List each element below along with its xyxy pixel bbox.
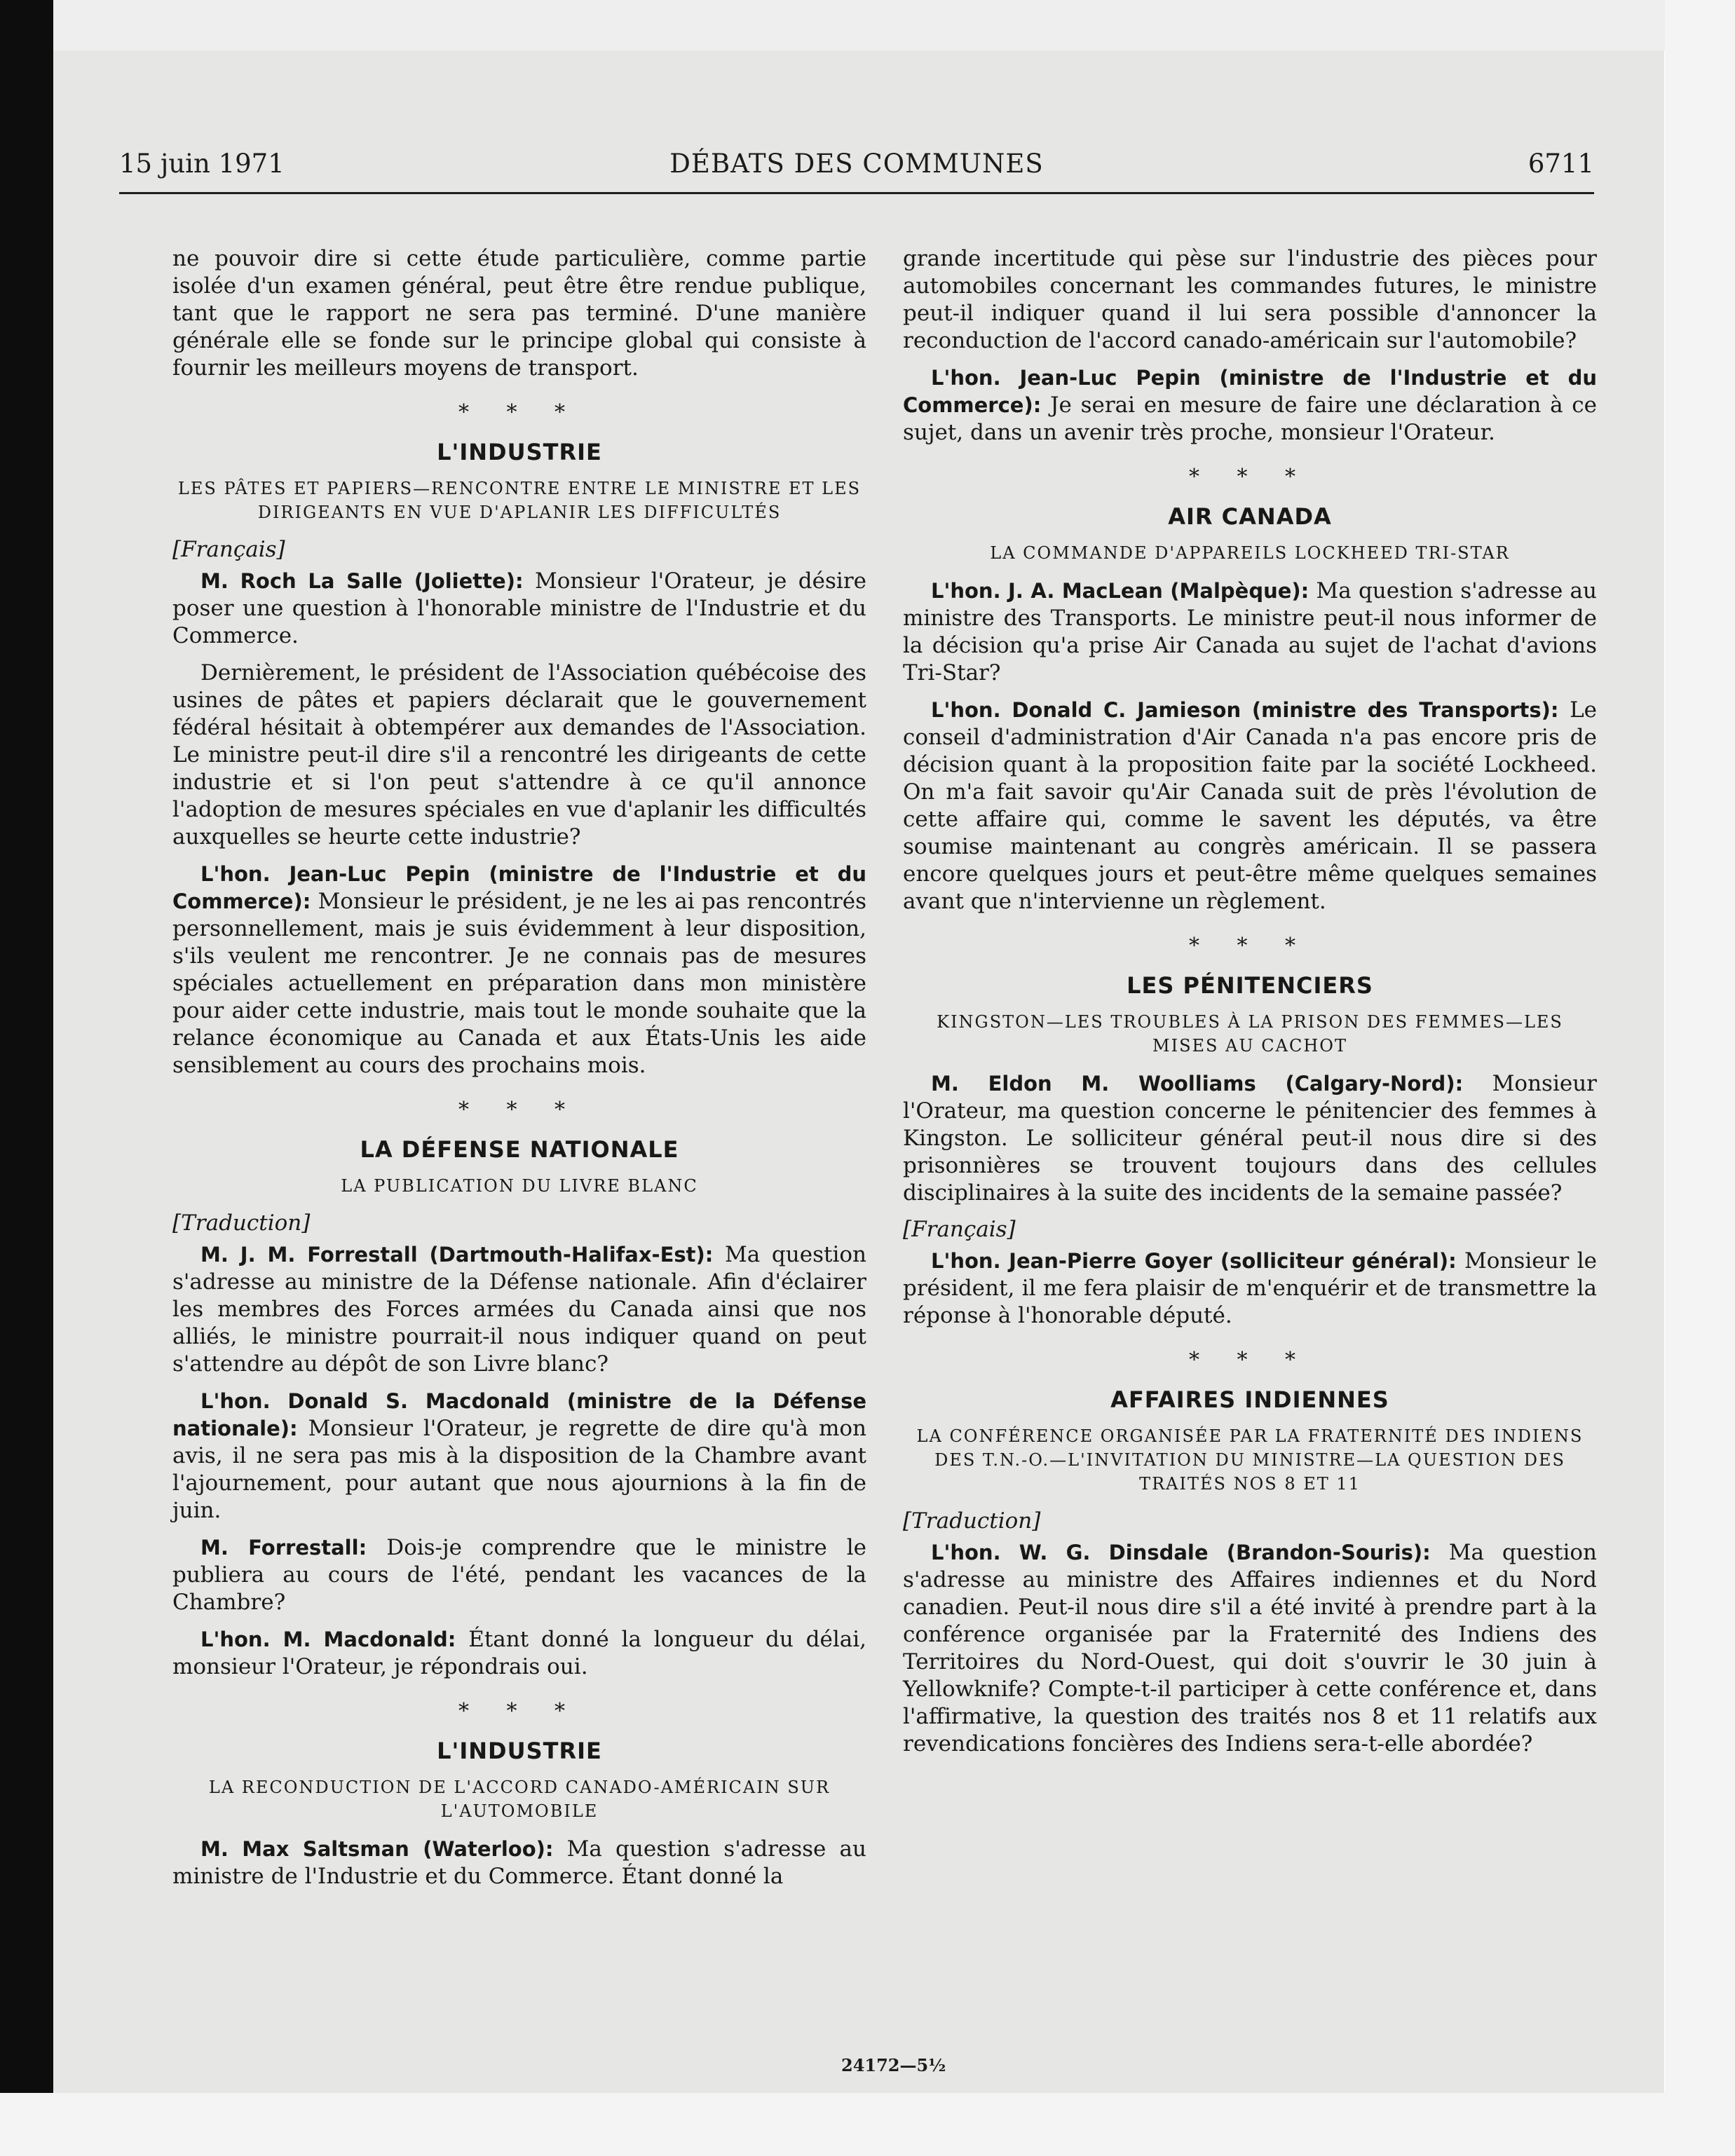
speech-text: Monsieur l'Orateur, ma question concerne le pénitencier des femmes à Kingston. Le solliciteur général peut-il nous dire si des prisonnières se trouvent toujours dans des cellules disciplinaires à la suite des incidents de la semaine passée? (903, 1071, 1597, 1206)
speech-macdonald (172, 1388, 866, 1524)
section-heading-industrie-2: L'INDUSTRIE (437, 1738, 602, 1764)
speech-text: Monsieur le président, il me fera plaisir de m'enquérir et de transmettre la réponse à l'honorable député. (903, 1248, 1597, 1328)
speaker-name: M. Max Saltsman (Waterloo): (200, 1837, 554, 1861)
section-separator: * * * (458, 1098, 581, 1122)
section-separator: * * * (1188, 465, 1312, 489)
speaker-name: M. Forrestall: (200, 1536, 367, 1560)
section-heading-defense: LA DÉFENSE NATIONALE (360, 1136, 679, 1163)
speech-text: Étant donné la longueur du délai, monsieur l'Orateur, je répondrais oui. (172, 1627, 867, 1679)
left-column (172, 245, 866, 1900)
language-marker: [Français] (903, 1217, 1016, 1242)
speech-text: Je serai en mesure de faire une déclaration à ce sujet, dans un avenir très proche, monsieur l'Orateur. (903, 393, 1597, 445)
section-separator: * * * (1188, 1348, 1312, 1372)
footer-print-code: 24172—5½ (841, 2055, 946, 2075)
scan-border-bottom (0, 2093, 1735, 2156)
paragraph-continued: grande incertitude qui pèse sur l'industrie des pièces pour automobiles concernant les commandes futures, le ministre peut-il indiquer quand il lui sera possible d'annoncer la reconduction de l'accord canado-américain sur l'automobile? (903, 246, 1597, 353)
header-title: DÉBATS DES COMMUNES (669, 149, 1044, 179)
speech-text: Dois-je comprendre que le ministre le publiera au cours de l'été, pendant les vacances de la Chambre? (172, 1535, 866, 1615)
speaker-name: L'hon. M. Macdonald: (200, 1628, 456, 1651)
speech-text: Monsieur l'Orateur, je regrette de dire qu'à mon avis, il ne sera pas mis à la disposition de la Chambre avant l'ajournement, pour autant que nous ajournions à la fin de juin. (172, 1416, 866, 1523)
speaker-name: M. Roch La Salle (Joliette): (200, 569, 524, 593)
speech-forrestall-2 (172, 1534, 866, 1616)
speech-text: Ma question s'adresse au ministre de la Défense nationale. Afin d'éclairer les membres des Forces armées du Canada ainsi que nos alliés, le ministre pourrait-il nous indiquer quand on peut s'attendre au dépôt de son Livre blanc? (172, 1242, 866, 1377)
speech-text: Monsieur le président, je ne les ai pas rencontrés personnellement, mais je suis évidemment à leur disposition, s'ils veulent me rencontrer. Je ne connais pas de mesures spéciales actuellement en préparation dans mon ministère pour aider cette industrie, mais tout le monde souhaite que la relance économique au Canada et aux États-Unis les aide sensiblement au cours des prochains mois. (172, 889, 866, 1078)
speech-saltsman (172, 1836, 866, 1890)
speech-text: Ma question s'adresse au ministre de l'Industrie et du Commerce. Étant donné la (172, 1836, 867, 1889)
header-page-number: 6711 (1528, 149, 1594, 179)
section-heading-affaires-indiennes: AFFAIRES INDIENNES (1110, 1386, 1389, 1413)
speaker-name: L'hon. Donald S. Macdonald (ministre de la Défense nationale): (172, 1389, 866, 1440)
speech-text: Monsieur l'Orateur, je désire poser une question à l'honorable ministre de l'Industrie et du Commerce. (172, 568, 866, 648)
speech-macdonald-2 (172, 1626, 866, 1681)
speaker-name: M. Eldon M. Woolliams (Calgary-Nord): (931, 1072, 1464, 1096)
scan-border-top (0, 0, 1735, 50)
section-subheading-tri-star: LA COMMANDE D'APPAREILS LOCKHEED TRI-STAR (990, 543, 1510, 563)
speech-pepin-2 (903, 364, 1597, 446)
paragraph-intro: ne pouvoir dire si cette étude particulière, comme partie isolée d'un examen général, peut être être rendue publique, tant que le rapport ne sera pas terminé. D'une manière générale elle se fonde sur le principe global qui consiste à fournir les meilleurs moyens de transport. (172, 246, 866, 381)
section-subheading-kingston: KINGSTON—LES TROUBLES À LA PRISON DES FEMMES—LES MISES AU CACHOT (937, 1012, 1563, 1056)
speech-text: Ma question s'adresse au ministre des Affaires indiennes et du Nord canadien. Peut-il nous dire s'il a été invité à prendre part à la conférence organisée par la Fraternité des Indiens des Territoires du Nord-Ouest, qui doit s'ouvrir le 30 juin à Yellowknife? Compte-t-il participer à cette conférence et, dans l'affirmative, la question des traités nos 8 et 11 relatifs aux revendications foncières des Indiens sera-t-elle abordée? (903, 1540, 1597, 1756)
speech-maclean (903, 578, 1597, 687)
page-header (119, 149, 1594, 194)
section-separator: * * * (458, 1699, 581, 1724)
scan-border-left (0, 0, 53, 2156)
right-column (903, 245, 1597, 1768)
language-marker: [Traduction] (172, 1210, 311, 1236)
section-subheading-pates-papiers: LES PÂTES ET PAPIERS—RENCONTRE ENTRE LE MINISTRE ET LES DIRIGEANTS EN VUE D'APLANIR LES DIFFICULTÉS (177, 479, 862, 522)
speaker-name: L'hon. Donald C. Jamieson (ministre des Transports): (931, 698, 1559, 722)
section-subheading-accord-automobile: LA RECONDUCTION DE L'ACCORD CANADO-AMÉRICAIN SUR L'AUTOMOBILE (208, 1778, 831, 1821)
speaker-name: M. J. M. Forrestall (Dartmouth-Halifax-Est): (200, 1243, 714, 1267)
language-marker: [Traduction] (903, 1508, 1041, 1534)
speech-forrestall (172, 1241, 866, 1378)
speaker-name: L'hon. Jean-Luc Pepin (ministre de l'Industrie et du Commerce): (172, 862, 866, 913)
speech-goyer (903, 1248, 1597, 1330)
speech-dinsdale (903, 1539, 1597, 1758)
speaker-name: L'hon. Jean-Luc Pepin (ministre de l'Industrie et du Commerce): (903, 366, 1597, 417)
speaker-name: L'hon. J. A. MacLean (Malpèque): (931, 579, 1309, 603)
speech-jamieson (903, 697, 1597, 915)
section-separator: * * * (1188, 934, 1312, 958)
section-subheading-conference: LA CONFÉRENCE ORGANISÉE PAR LA FRATERNITÉ DES INDIENS DES T.N.-O.—L'INVITATION DU MINISTRE—LA QUESTION DES TRAITÉS NOS 8 ET 11 (916, 1426, 1584, 1494)
section-heading-penitenciers: LES PÉNITENCIERS (1127, 972, 1373, 999)
section-separator: * * * (458, 400, 581, 425)
speech-woolliams (903, 1070, 1597, 1207)
speech-lasalle-continued: Dernièrement, le président de l'Association québécoise des usines de pâtes et papiers déclarait que le gouvernement fédéral hésitait à obtempérer aux demandes de l'Association. Le ministre peut-il dire s'il a rencontré les dirigeants de cette industrie et si l'on peut s'attendre à ce qu'il annonce l'adoption de mesures spéciales en vue d'aplanir les difficultés auxquelles se heurte cette industrie? (172, 660, 866, 850)
speech-text: Le conseil d'administration d'Air Canada n'a pas encore pris de décision quant à la proposition faite par la société Lockheed. On m'a fait savoir qu'Air Canada suit de près l'évolution de cette affaire qui, comme le savent les députés, va être soumise maintenant au congrès américain. Il se passera encore quelques jours et peut-être même quelques semaines avant que n'intervienne un règlement. (903, 697, 1597, 914)
speaker-name: L'hon. W. G. Dinsdale (Brandon-Souris): (931, 1541, 1431, 1564)
speech-lasalle (172, 568, 866, 650)
scan-border-right (1665, 0, 1735, 2156)
header-date: 15 juin 1971 (119, 149, 285, 179)
section-subheading-livre-blanc: LA PUBLICATION DU LIVRE BLANC (341, 1176, 698, 1196)
language-marker: [Français] (172, 537, 285, 562)
section-heading-air-canada: AIR CANADA (1168, 503, 1332, 530)
speech-text: Ma question s'adresse au ministre des Transports. Le ministre peut-il nous informer de la décision qu'a prise Air Canada au sujet de l'achat d'avions Tri-Star? (903, 578, 1597, 685)
speaker-name: L'hon. Jean-Pierre Goyer (solliciteur général): (931, 1249, 1457, 1273)
section-heading-industrie: L'INDUSTRIE (437, 439, 602, 465)
speech-pepin (172, 861, 866, 1079)
